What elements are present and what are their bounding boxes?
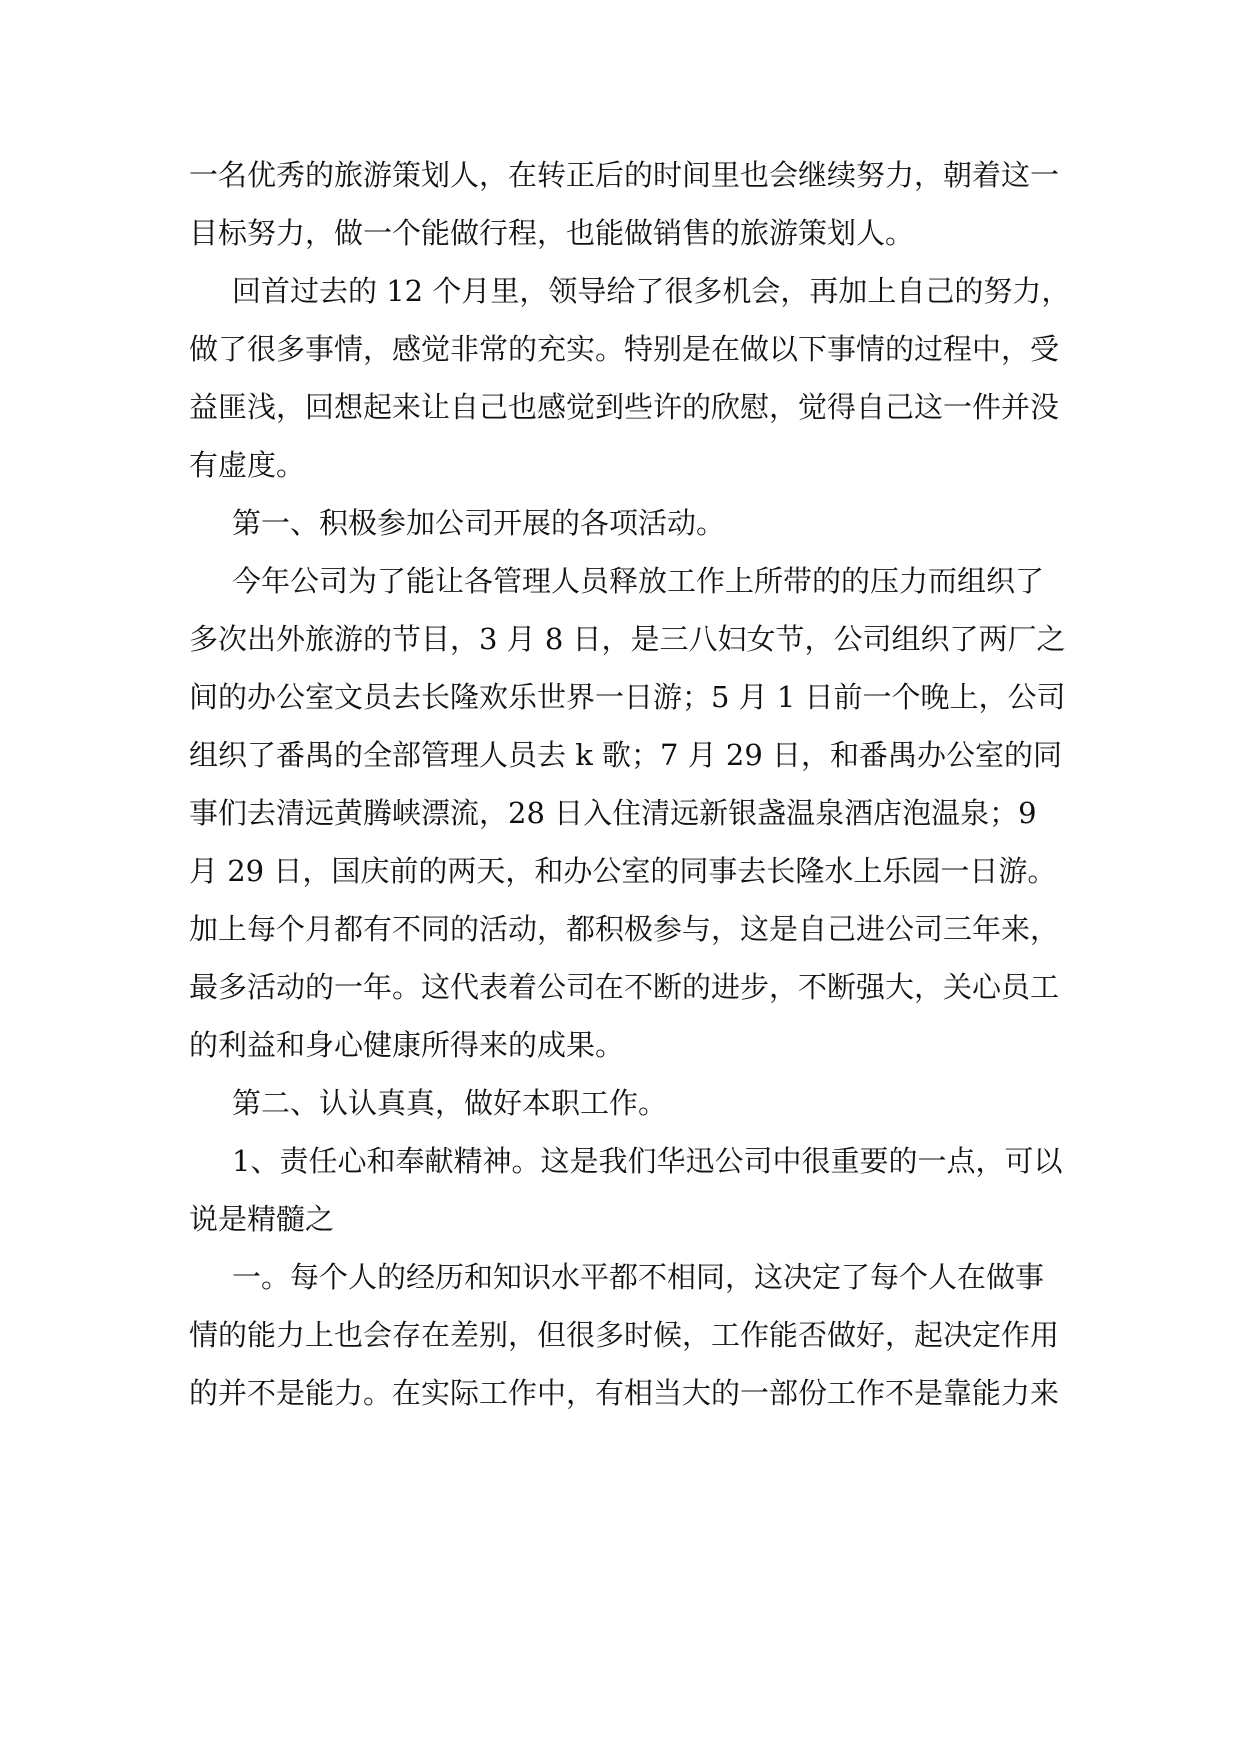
section-heading-1 [189, 503, 1069, 543]
text-line: 事们去清远黄腾峡漂流，28 日入住清远新银盏温泉酒店泡温泉；9 [189, 796, 1037, 830]
paragraph-4 [189, 1141, 1069, 1239]
text-line: 1、责任心和奉献精神。这是我们华迅公司中很重要的一点，可以 [232, 1144, 1063, 1178]
text-line: 第二、认认真真，做好本职工作。 [232, 1086, 668, 1120]
paragraph-3 [189, 561, 1069, 1065]
text-line: 第一、积极参加公司开展的各项活动。 [232, 506, 726, 540]
text-line: 说是精髓之 [189, 1202, 335, 1236]
paragraph-5 [189, 1257, 1069, 1413]
text-line: 目标努力，做一个能做行程，也能做销售的旅游策划人。 [189, 216, 915, 250]
text-line: 间的办公室文员去长隆欢乐世界一日游；5 月 1 日前一个晚上，公司 [189, 680, 1066, 714]
text-line: 情的能力上也会存在差别，但很多时候，工作能否做好，起决定作用 [189, 1318, 1060, 1352]
text-line: 多次出外旅游的节目，3 月 8 日，是三八妇女节，公司组织了两厂之 [189, 622, 1066, 656]
text-line: 回首过去的 12 个月里，领导给了很多机会，再加上自己的努力， [232, 274, 1071, 308]
text-line: 一。每个人的经历和知识水平都不相同，这决定了每个人在做事 [232, 1260, 1045, 1294]
text-line: 做了很多事情，感觉非常的充实。特别是在做以下事情的过程中，受 [189, 332, 1060, 366]
text-line: 最多活动的一年。这代表着公司在不断的进步，不断强大，关心员工 [189, 970, 1060, 1004]
text-line: 益匪浅，回想起来让自己也感觉到些许的欣慰，觉得自己这一件并没 [189, 390, 1060, 424]
text-line: 有虚度。 [189, 448, 306, 482]
text-line: 加上每个月都有不同的活动，都积极参与，这是自己进公司三年来， [189, 912, 1060, 946]
text-line: 的利益和身心健康所得来的成果。 [189, 1028, 625, 1062]
text-line: 的并不是能力。在实际工作中，有相当大的一部份工作不是靠能力来 [189, 1376, 1060, 1410]
document-body [189, 155, 1069, 1431]
section-heading-2 [189, 1083, 1069, 1123]
paragraph-1 [189, 155, 1069, 253]
text-line: 月 29 日，国庆前的两天，和办公室的同事去长隆水上乐园一日游。 [189, 854, 1057, 888]
text-line: 一名优秀的旅游策划人，在转正后的时间里也会继续努力，朝着这一 [189, 158, 1060, 192]
paragraph-2 [189, 271, 1069, 485]
text-line: 组织了番禺的全部管理人员去 k 歌；7 月 29 日，和番禺办公室的同 [189, 738, 1063, 772]
text-line: 今年公司为了能让各管理人员释放工作上所带的的压力而组织了 [232, 564, 1045, 598]
